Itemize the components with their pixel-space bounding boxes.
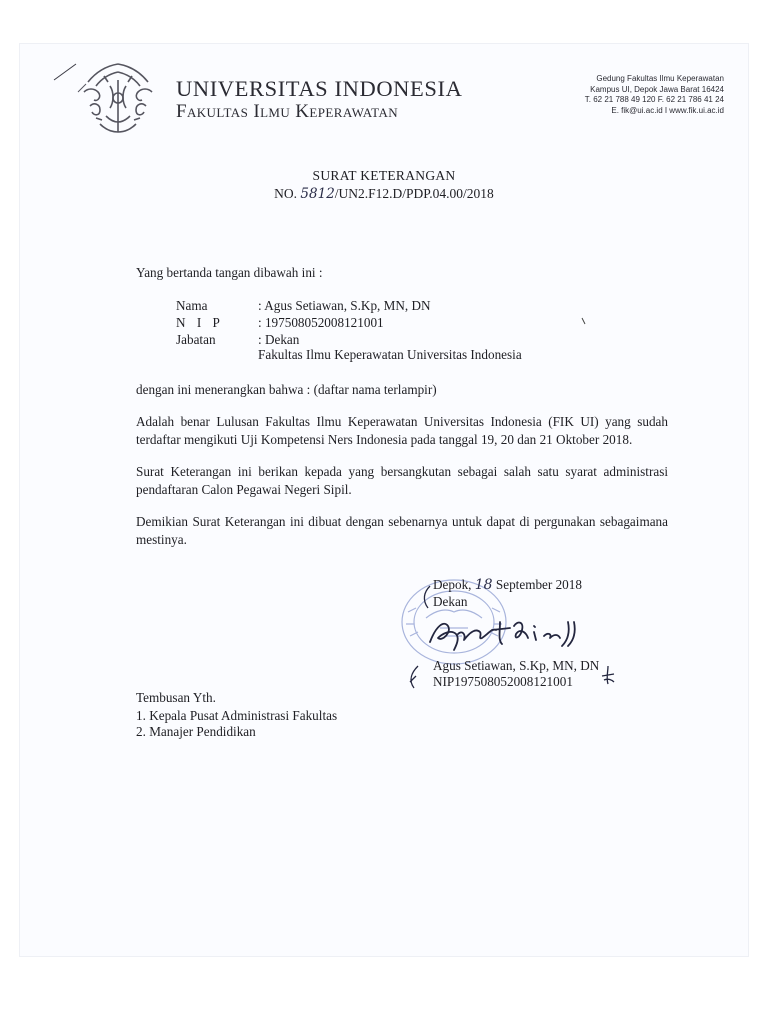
- handwritten-signature: [426, 612, 596, 652]
- signature-month-year: September 2018: [495, 577, 582, 592]
- faculty-name: Fakultas Ilmu Keperawatan: [176, 101, 399, 122]
- paragraph-purpose: Surat Keterangan ini berikan kepada yang bersangkutan sebagai salah satu syarat administrasi pendaftaran Calon Pegawai Negeri Sipil.: [136, 464, 668, 497]
- pen-tick-mark: [404, 664, 422, 690]
- cc-heading: Tembusan Yth.: [136, 690, 216, 705]
- signature-place: Depok,: [433, 577, 472, 592]
- letter-number-suffix: /UN2.F12.D/PDP.04.00/2018: [334, 186, 494, 201]
- identity-value: : Agus Setiawan, S.Kp, MN, DN: [258, 298, 431, 313]
- identity-row-name: [176, 298, 431, 314]
- contact-building: Gedung Fakultas Ilmu Keperawatan: [596, 74, 724, 83]
- signature-position: Dekan: [433, 594, 468, 609]
- intro-text: Yang bertanda tangan dibawah ini :: [136, 265, 323, 280]
- cc-item: 1. Kepala Pusat Administrasi Fakultas: [136, 708, 338, 723]
- pen-stroke-mark: [52, 62, 78, 82]
- paragraph-closing: Demikian Surat Keterangan ini dibuat dengan sebenarnya untuk dapat di pergunakan sebagaimana mestinya.: [136, 514, 668, 547]
- signature-date: [433, 577, 582, 593]
- letter-number-prefix: NO.: [274, 186, 298, 201]
- scan-speck: [580, 316, 588, 326]
- signer-name: Agus Setiawan, S.Kp, MN, DN: [433, 658, 600, 673]
- identity-row-position: [176, 332, 299, 348]
- letter-title: SURAT KETERANGAN: [312, 168, 456, 183]
- letter-number: [0, 186, 768, 202]
- identity-value: : Dekan: [258, 332, 300, 347]
- contact-address: Kampus UI, Depok Jawa Barat 16424: [590, 84, 724, 94]
- university-name: UNIVERSITAS INDONESIA: [176, 76, 463, 101]
- cc-item: 2. Manajer Pendidikan: [136, 724, 256, 739]
- pen-tick-mark: [598, 664, 618, 686]
- pen-tick-mark: [420, 584, 434, 610]
- identity-value: : 197508052008121001: [258, 315, 384, 330]
- contact-info: [585, 74, 724, 116]
- identity-label: Jabatan: [176, 332, 216, 347]
- contact-email-web: E. fik@ui.ac.id I www.fik.ui.ac.id: [611, 105, 724, 115]
- university-logo: [76, 58, 160, 138]
- signer-nip: NIP197508052008121001: [433, 674, 573, 689]
- identity-row-faculty: [176, 347, 522, 363]
- signature-day-handwritten: 18: [474, 577, 493, 593]
- identity-label: Nama: [176, 298, 208, 313]
- paragraph-statement: dengan ini menerangkan bahwa : (daftar nama terlampir): [136, 382, 437, 397]
- identity-row-nip: [176, 315, 384, 331]
- identity-value: Fakultas Ilmu Keperawatan Universitas Indonesia: [258, 347, 522, 362]
- identity-label: N I P: [176, 315, 224, 330]
- contact-phone: T. 62 21 788 49 120 F. 62 21 786 41 24: [584, 95, 724, 104]
- letter-number-handwritten: 5812: [300, 186, 335, 202]
- paragraph-graduation: Adalah benar Lulusan Fakultas Ilmu Keperawatan Universitas Indonesia (FIK UI) yang sudah terdaftar mengikuti Uji Kompetensi Ners Indonesia pada tanggal 19, 20 dan 21 Oktober 2018.: [136, 414, 668, 447]
